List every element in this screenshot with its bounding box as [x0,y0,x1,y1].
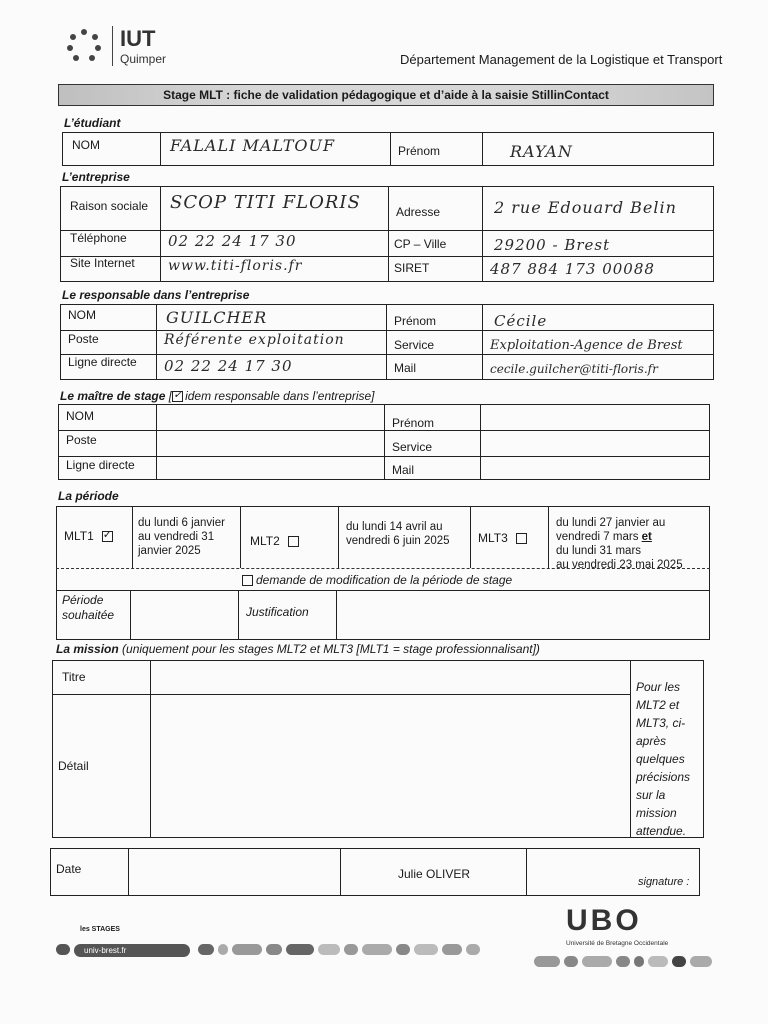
adresse-label: Adresse [396,205,441,219]
ubo-subtext: Université de Bretagne Occidentale [566,940,669,947]
site-label: Site Internet [70,256,135,270]
nom-label: NOM [72,138,100,152]
mlt3-line1: du lundi 27 janvier au [556,517,666,529]
section-maitre: Le maître de stage [60,389,166,403]
section-responsable: Le responsable dans l’entreprise [62,288,250,302]
maitre-poste-label: Poste [66,433,97,447]
mlt1-option[interactable] [64,529,113,543]
siret-value: 487 884 173 00088 [490,260,655,278]
mlt3-line2: vendredi 7 mars et [556,531,652,543]
idem-note: idem responsable dans l’entreprise] [185,389,375,403]
section-etudiant: L’étudiant [64,116,121,130]
tel-label: Téléphone [70,231,127,245]
iut-logo-icon [62,26,106,66]
signature-label: signature : [638,876,690,888]
resp-nom-value: GUILCHER [166,308,268,327]
titre-label: Titre [62,670,86,684]
form-title [58,84,714,106]
mlt3-label: MLT3 [478,531,508,545]
section-maitre-wrap: Le maître de stage [✓ idem responsable dans l’entreprise] [60,389,375,403]
modif-option[interactable] [242,573,512,587]
raison-label: Raison sociale [70,199,149,213]
mlt3-dates [556,516,706,572]
modif-checkbox[interactable] [242,575,253,586]
maitre-prenom-label: Prénom [392,416,435,430]
resp-poste-label: Poste [68,332,99,346]
iut-logo [62,26,182,70]
signature-table [50,848,700,896]
logo-subtext: Quimper [120,52,167,66]
section-entreprise: L’entreprise [62,170,130,184]
maitre-nom-label: NOM [66,409,94,423]
cp-label: CP – Ville [394,237,447,251]
ubo-text: UBO [566,904,642,937]
nom-value: FALALI MALTOUF [170,136,336,155]
adresse-value: 2 rue Edouard Belin [494,198,677,217]
site-value: www.titi-floris.fr [168,258,303,274]
section-mission-wrap [56,642,540,656]
prenom-value: RAYAN [510,142,573,161]
mlt1-checkbox[interactable] [102,531,113,542]
footer-url[interactable]: univ-brest.fr [74,944,190,957]
footer-pill-row [56,944,516,958]
idem-checkbox[interactable] [172,391,183,402]
mlt3-line3: du lundi 31 mars [556,545,642,557]
resp-poste-value: Référente exploitation [164,332,345,348]
resp-service-label: Service [394,338,435,352]
justif-label: Justification [246,605,309,619]
resp-mail-value: cecile.guilcher@titi-floris.fr [490,362,658,376]
signatory-name: Julie OLIVER [398,867,471,881]
date-label: Date [56,862,82,876]
maitre-mail-label: Mail [392,463,415,477]
maitre-ligne-label: Ligne directe [66,458,135,472]
mlt3-option[interactable] [478,531,527,545]
mlt2-label: MLT2 [250,534,280,548]
tel-value: 02 22 24 17 30 [168,232,297,250]
mlt2-checkbox[interactable] [288,536,299,547]
section-mission: La mission [56,642,119,656]
siret-label: SIRET [394,261,430,275]
modif-label: demande de modification de la période de stage [256,573,513,587]
resp-service-value: Exploitation-Agence de Brest [490,338,683,353]
footer-pill-row-right [534,956,714,970]
mlt2-option[interactable] [250,534,299,548]
resp-mail-label: Mail [394,361,417,375]
prenom-label: Prénom [398,144,441,158]
maitre-service-label: Service [392,440,433,454]
ubo-logo [566,904,676,948]
mission-hint: Pour les MLT2 et MLT3, ci-après quelques précisions sur la mission attendue. [636,680,691,838]
footer-stages: les STAGES [80,926,120,933]
detail-label: Détail [58,759,89,773]
section-periode: La période [58,489,119,503]
mlt1-label: MLT1 [64,529,94,543]
resp-ligne-label: Ligne directe [68,355,137,369]
resp-prenom-value: Cécile [494,312,548,330]
logo-text: IUT [120,26,156,51]
raison-value: SCOP TITI FLORIS [170,192,361,213]
resp-ligne-value: 02 22 24 17 30 [164,357,293,375]
mission-note: (uniquement pour les stages MLT2 et MLT3 [MLT1 = stage professionnalisant]) [122,642,540,656]
form-title-text: Stage MLT : fiche de validation pédagogique et d’aide à la saisie StillinContact [163,88,609,102]
mlt3-checkbox[interactable] [516,533,527,544]
mlt3-line4: au vendredi 23 mai 2025 [556,559,683,571]
resp-prenom-label: Prénom [394,314,437,328]
resp-nom-label: NOM [68,308,96,322]
mlt1-dates: du lundi 6 janvier au vendredi 31 janvier 2025 [138,517,225,557]
souhaitee-label: Période souhaitée [62,593,115,622]
mlt2-dates: du lundi 14 avril au vendredi 6 juin 2025 [346,521,450,547]
cp-value: 29200 - Brest [494,236,611,254]
department-title: Département Management de la Logistique et Transport [400,52,723,67]
